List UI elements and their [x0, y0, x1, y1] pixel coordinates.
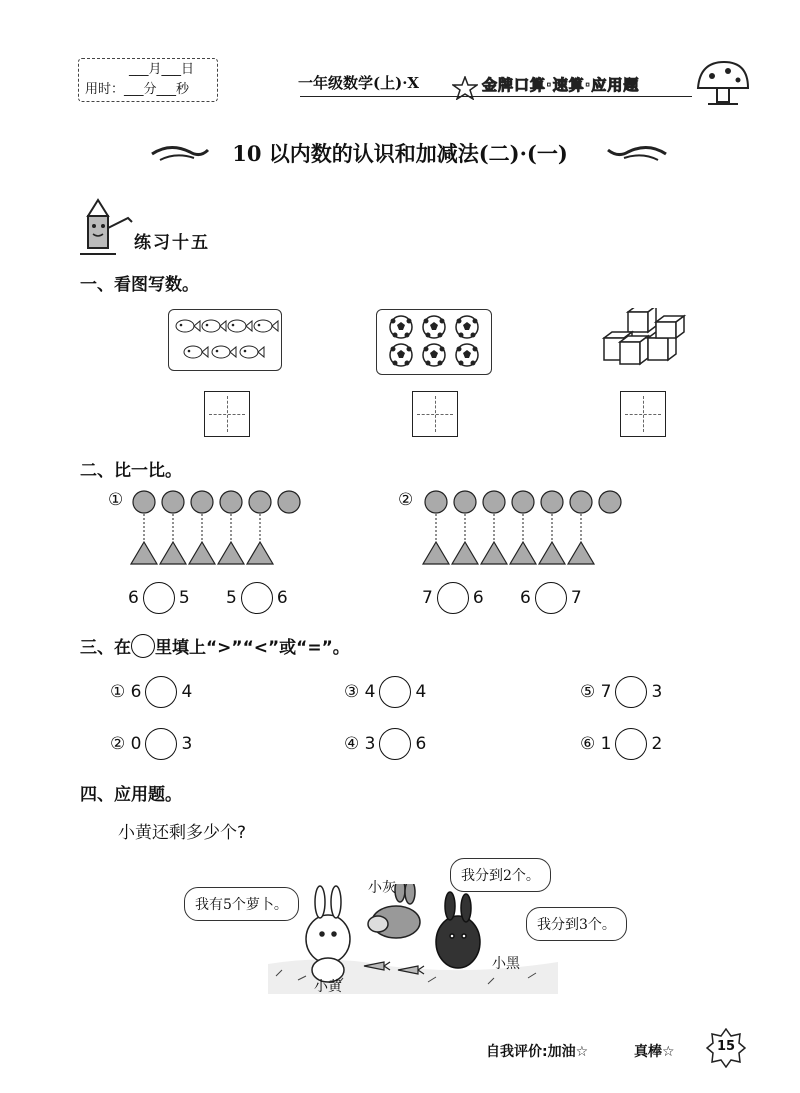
problem-6: [580, 728, 662, 760]
name-label-hui: 小灰: [368, 880, 396, 896]
circle-shape: [249, 491, 271, 513]
rabbit-hei-icon: [436, 892, 480, 968]
left-number: 4: [364, 682, 376, 702]
word-problem-question: 小黄还剩多少个?: [118, 823, 247, 843]
section3-heading: [80, 633, 350, 658]
page-title: 10 以内数的认识和加减法(二)·(一): [232, 141, 568, 166]
problem-3: [344, 676, 426, 708]
left-number: 3: [364, 734, 376, 754]
left-number: 0: [130, 734, 142, 754]
rabbit-huang-icon: [306, 886, 350, 982]
fish-picture: [168, 309, 282, 371]
fish-icon: [212, 346, 236, 358]
soccer-ball-icon: [390, 344, 412, 366]
cube-icon: [628, 308, 656, 332]
compare-2b: [520, 582, 582, 614]
heading-circle-icon: [131, 634, 155, 658]
right-number: 3: [181, 734, 193, 754]
soccer-ball-icon: [456, 344, 478, 366]
left-number: 7: [600, 682, 612, 702]
exercise-title: 练习十五: [134, 233, 210, 253]
compare-1b: [226, 582, 288, 614]
triangle-shape: [539, 542, 565, 564]
triangle-shape: [160, 542, 186, 564]
section2-heading: 二、比一比。: [80, 461, 182, 481]
header-rule: [300, 96, 692, 97]
soccer-ball-icon: [423, 344, 445, 366]
cube-picture: [600, 308, 690, 372]
speech-bubble-hei: 我分到3个。: [526, 907, 627, 941]
triangle-shape: [247, 542, 273, 564]
answer-circle[interactable]: [437, 582, 469, 614]
circle-shape: [191, 491, 213, 513]
right-number: 4: [181, 682, 193, 702]
section3-heading-post: 里填上“>”“<”或“=”。: [155, 638, 350, 658]
circle-shape: [541, 491, 563, 513]
date-line: ___月___日: [129, 62, 195, 77]
right-number: 3: [651, 682, 663, 702]
rabbits-scene: [268, 884, 558, 994]
answer-box-fish[interactable]: [204, 391, 250, 437]
soccer-ball-icon: [456, 316, 478, 338]
left-number: 7: [422, 588, 433, 608]
circle-shape: [220, 491, 242, 513]
answer-circle[interactable]: [379, 728, 411, 760]
answer-circle[interactable]: [615, 676, 647, 708]
answer-circle[interactable]: [145, 676, 177, 708]
group2-marker: ②: [398, 490, 414, 510]
right-number: 6: [415, 734, 427, 754]
answer-circle[interactable]: [145, 728, 177, 760]
answer-circle[interactable]: [615, 728, 647, 760]
circle-shape: [454, 491, 476, 513]
speech-bubble-hui: 我分到2个。: [450, 858, 551, 892]
group1-compare-figure: [130, 488, 320, 570]
right-number: 7: [570, 588, 582, 608]
compare-1a: [128, 582, 190, 614]
triangle-shape: [189, 542, 215, 564]
circle-shape: [133, 491, 155, 513]
right-number: 2: [651, 734, 663, 754]
circle-shape: [599, 491, 621, 513]
problem-number: ③: [344, 682, 360, 702]
answer-circle[interactable]: [143, 582, 175, 614]
fish-icon: [254, 320, 278, 332]
answer-circle[interactable]: [241, 582, 273, 614]
problem-number: ⑤: [580, 682, 596, 702]
time-line: 用时：___分___秒: [85, 82, 190, 97]
triangle-shape: [481, 542, 507, 564]
circle-shape: [425, 491, 447, 513]
left-number: 5: [226, 588, 237, 608]
triangle-shape: [218, 542, 244, 564]
fish-icon: [228, 320, 252, 332]
name-label-hei: 小黑: [492, 956, 520, 972]
self-evaluation: 自我评价:加油☆: [486, 1044, 589, 1060]
triangle-shape: [510, 542, 536, 564]
problem-4: [344, 728, 426, 760]
cube-icon: [656, 316, 684, 338]
pencil-mascot-icon: [76, 198, 136, 256]
answer-circle[interactable]: [379, 676, 411, 708]
page-number: 15: [716, 1039, 736, 1054]
circle-shape: [512, 491, 534, 513]
triangle-shape: [131, 542, 157, 564]
soccer-ball-icon: [423, 316, 445, 338]
circle-shape: [570, 491, 592, 513]
speech-bubble-huang: 我有5个萝卜。: [184, 887, 299, 921]
name-label-huang: 小黄: [314, 979, 342, 995]
triangle-shape: [452, 542, 478, 564]
triangle-shape: [423, 542, 449, 564]
cube-icon: [620, 336, 648, 364]
triangle-shape: [568, 542, 594, 564]
right-ornament-icon: [604, 140, 668, 166]
left-number: 1: [600, 734, 612, 754]
circle-shape: [162, 491, 184, 513]
problem-number: ⑥: [580, 734, 596, 754]
fish-icon: [202, 320, 226, 332]
compare-2a: [422, 582, 484, 614]
section4-heading: 四、应用题。: [80, 785, 182, 805]
answer-circle[interactable]: [535, 582, 567, 614]
fish-icon: [184, 346, 208, 358]
circle-shape: [278, 491, 300, 513]
mushroom-icon: [694, 58, 752, 108]
problem-2: [110, 728, 192, 760]
circle-shape: [483, 491, 505, 513]
soccer-ball-picture: [376, 309, 492, 375]
section3-heading-pre: 三、在: [80, 638, 131, 658]
fish-icon: [176, 320, 200, 332]
left-number: 6: [520, 588, 531, 608]
right-number: 5: [178, 588, 190, 608]
great-rating: 真棒☆: [634, 1044, 675, 1060]
answer-box-ball[interactable]: [412, 391, 458, 437]
section1-heading: 一、看图写数。: [80, 275, 199, 295]
grade-title: 一年级数学(上)·X: [298, 74, 420, 92]
soccer-ball-icon: [390, 316, 412, 338]
group1-marker: ①: [108, 490, 124, 510]
answer-box-cube[interactable]: [620, 391, 666, 437]
right-number: 6: [472, 588, 484, 608]
problem-5: [580, 676, 662, 708]
problem-number: ②: [110, 734, 126, 754]
subject-tag: 金牌口算·速算·应用题: [482, 76, 640, 94]
right-number: 4: [415, 682, 427, 702]
group2-compare-figure: [420, 488, 635, 570]
left-number: 6: [128, 588, 139, 608]
fish-icon: [240, 346, 264, 358]
problem-number: ④: [344, 734, 360, 754]
left-number: 6: [130, 682, 142, 702]
date-time-box: [78, 58, 218, 102]
right-number: 6: [276, 588, 288, 608]
problem-number: ①: [110, 682, 126, 702]
problem-1: [110, 676, 192, 708]
